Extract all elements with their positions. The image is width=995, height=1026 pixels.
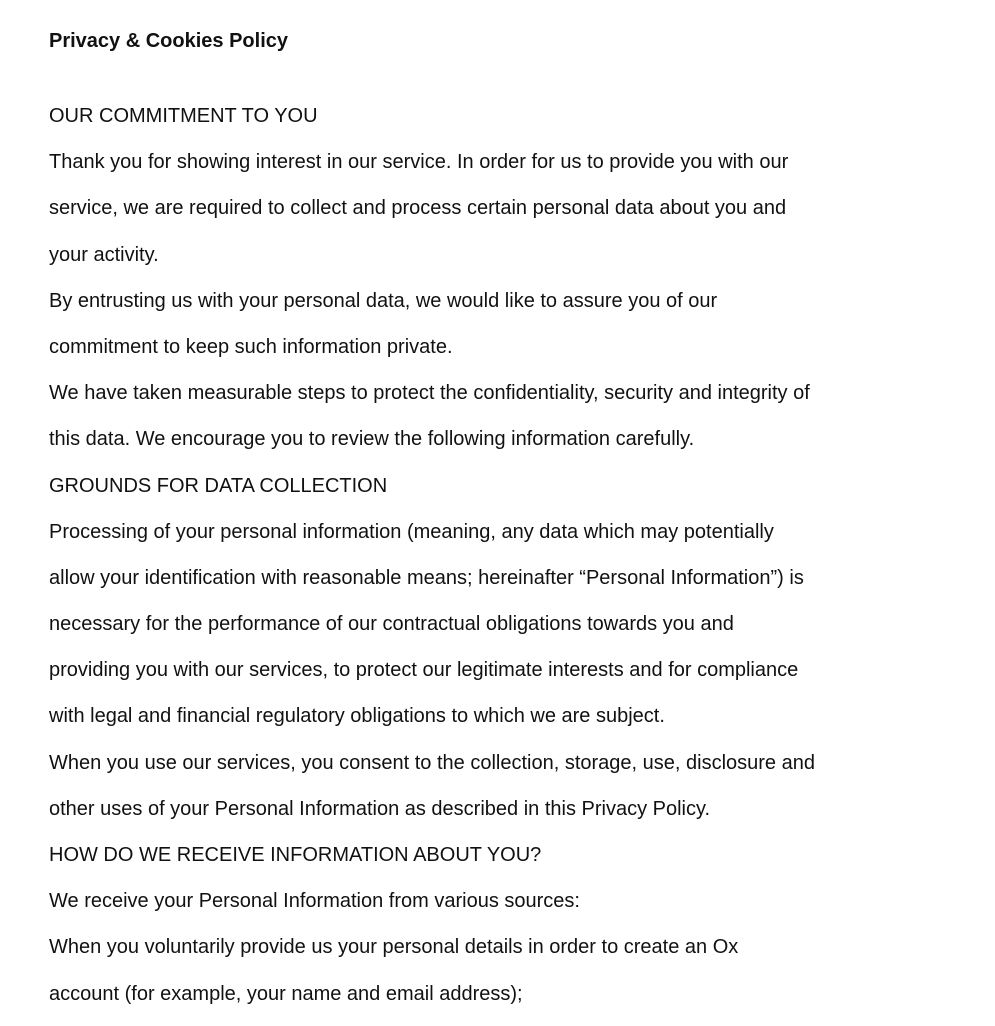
text-line: this data. We encourage you to review the following information carefully. xyxy=(49,428,695,451)
text-line: By entrusting us with your personal data, we would like to assure you of our xyxy=(49,289,718,312)
text-line: Thank you for showing interest in our service. In order for us to provide you with our xyxy=(49,151,789,174)
text-line: with legal and financial regulatory obligations to which we are subject. xyxy=(49,705,665,728)
section-heading-grounds: GROUNDS FOR DATA COLLECTION xyxy=(49,474,388,497)
text-line: When you voluntarily provide us your personal details in order to create an Ox xyxy=(49,936,739,959)
text-line: allow your identification with reasonable means; hereinafter “Personal Information”) is xyxy=(49,566,804,589)
page-title: Privacy & Cookies Policy xyxy=(49,30,289,52)
text-line: service, we are required to collect and process certain personal data about you and xyxy=(49,197,787,220)
text-line: necessary for the performance of our contractual obligations towards you and xyxy=(49,613,734,636)
text-line: your activity. xyxy=(49,243,159,266)
text-line: Processing of your personal information (meaning, any data which may potentially xyxy=(49,520,774,543)
section-heading-receive-info: HOW DO WE RECEIVE INFORMATION ABOUT YOU? xyxy=(49,844,542,866)
text-line: We receive your Personal Information from various sources: xyxy=(49,890,580,913)
text-line: We have taken measurable steps to protect the confidentiality, security and integrity of xyxy=(49,382,810,405)
section-heading-commitment: OUR COMMITMENT TO YOU xyxy=(49,105,318,127)
text-line: commitment to keep such information private. xyxy=(49,335,453,358)
policy-body xyxy=(49,102,949,1026)
text-line: providing you with our services, to protect our legitimate interests and for compliance xyxy=(49,659,799,682)
text-line: other uses of your Personal Information as described in this Privacy Policy. xyxy=(49,797,711,820)
text-line: When you use our services, you consent to the collection, storage, use, disclosure and xyxy=(49,751,815,774)
text-line: account (for example, your name and email address); xyxy=(49,982,523,1005)
